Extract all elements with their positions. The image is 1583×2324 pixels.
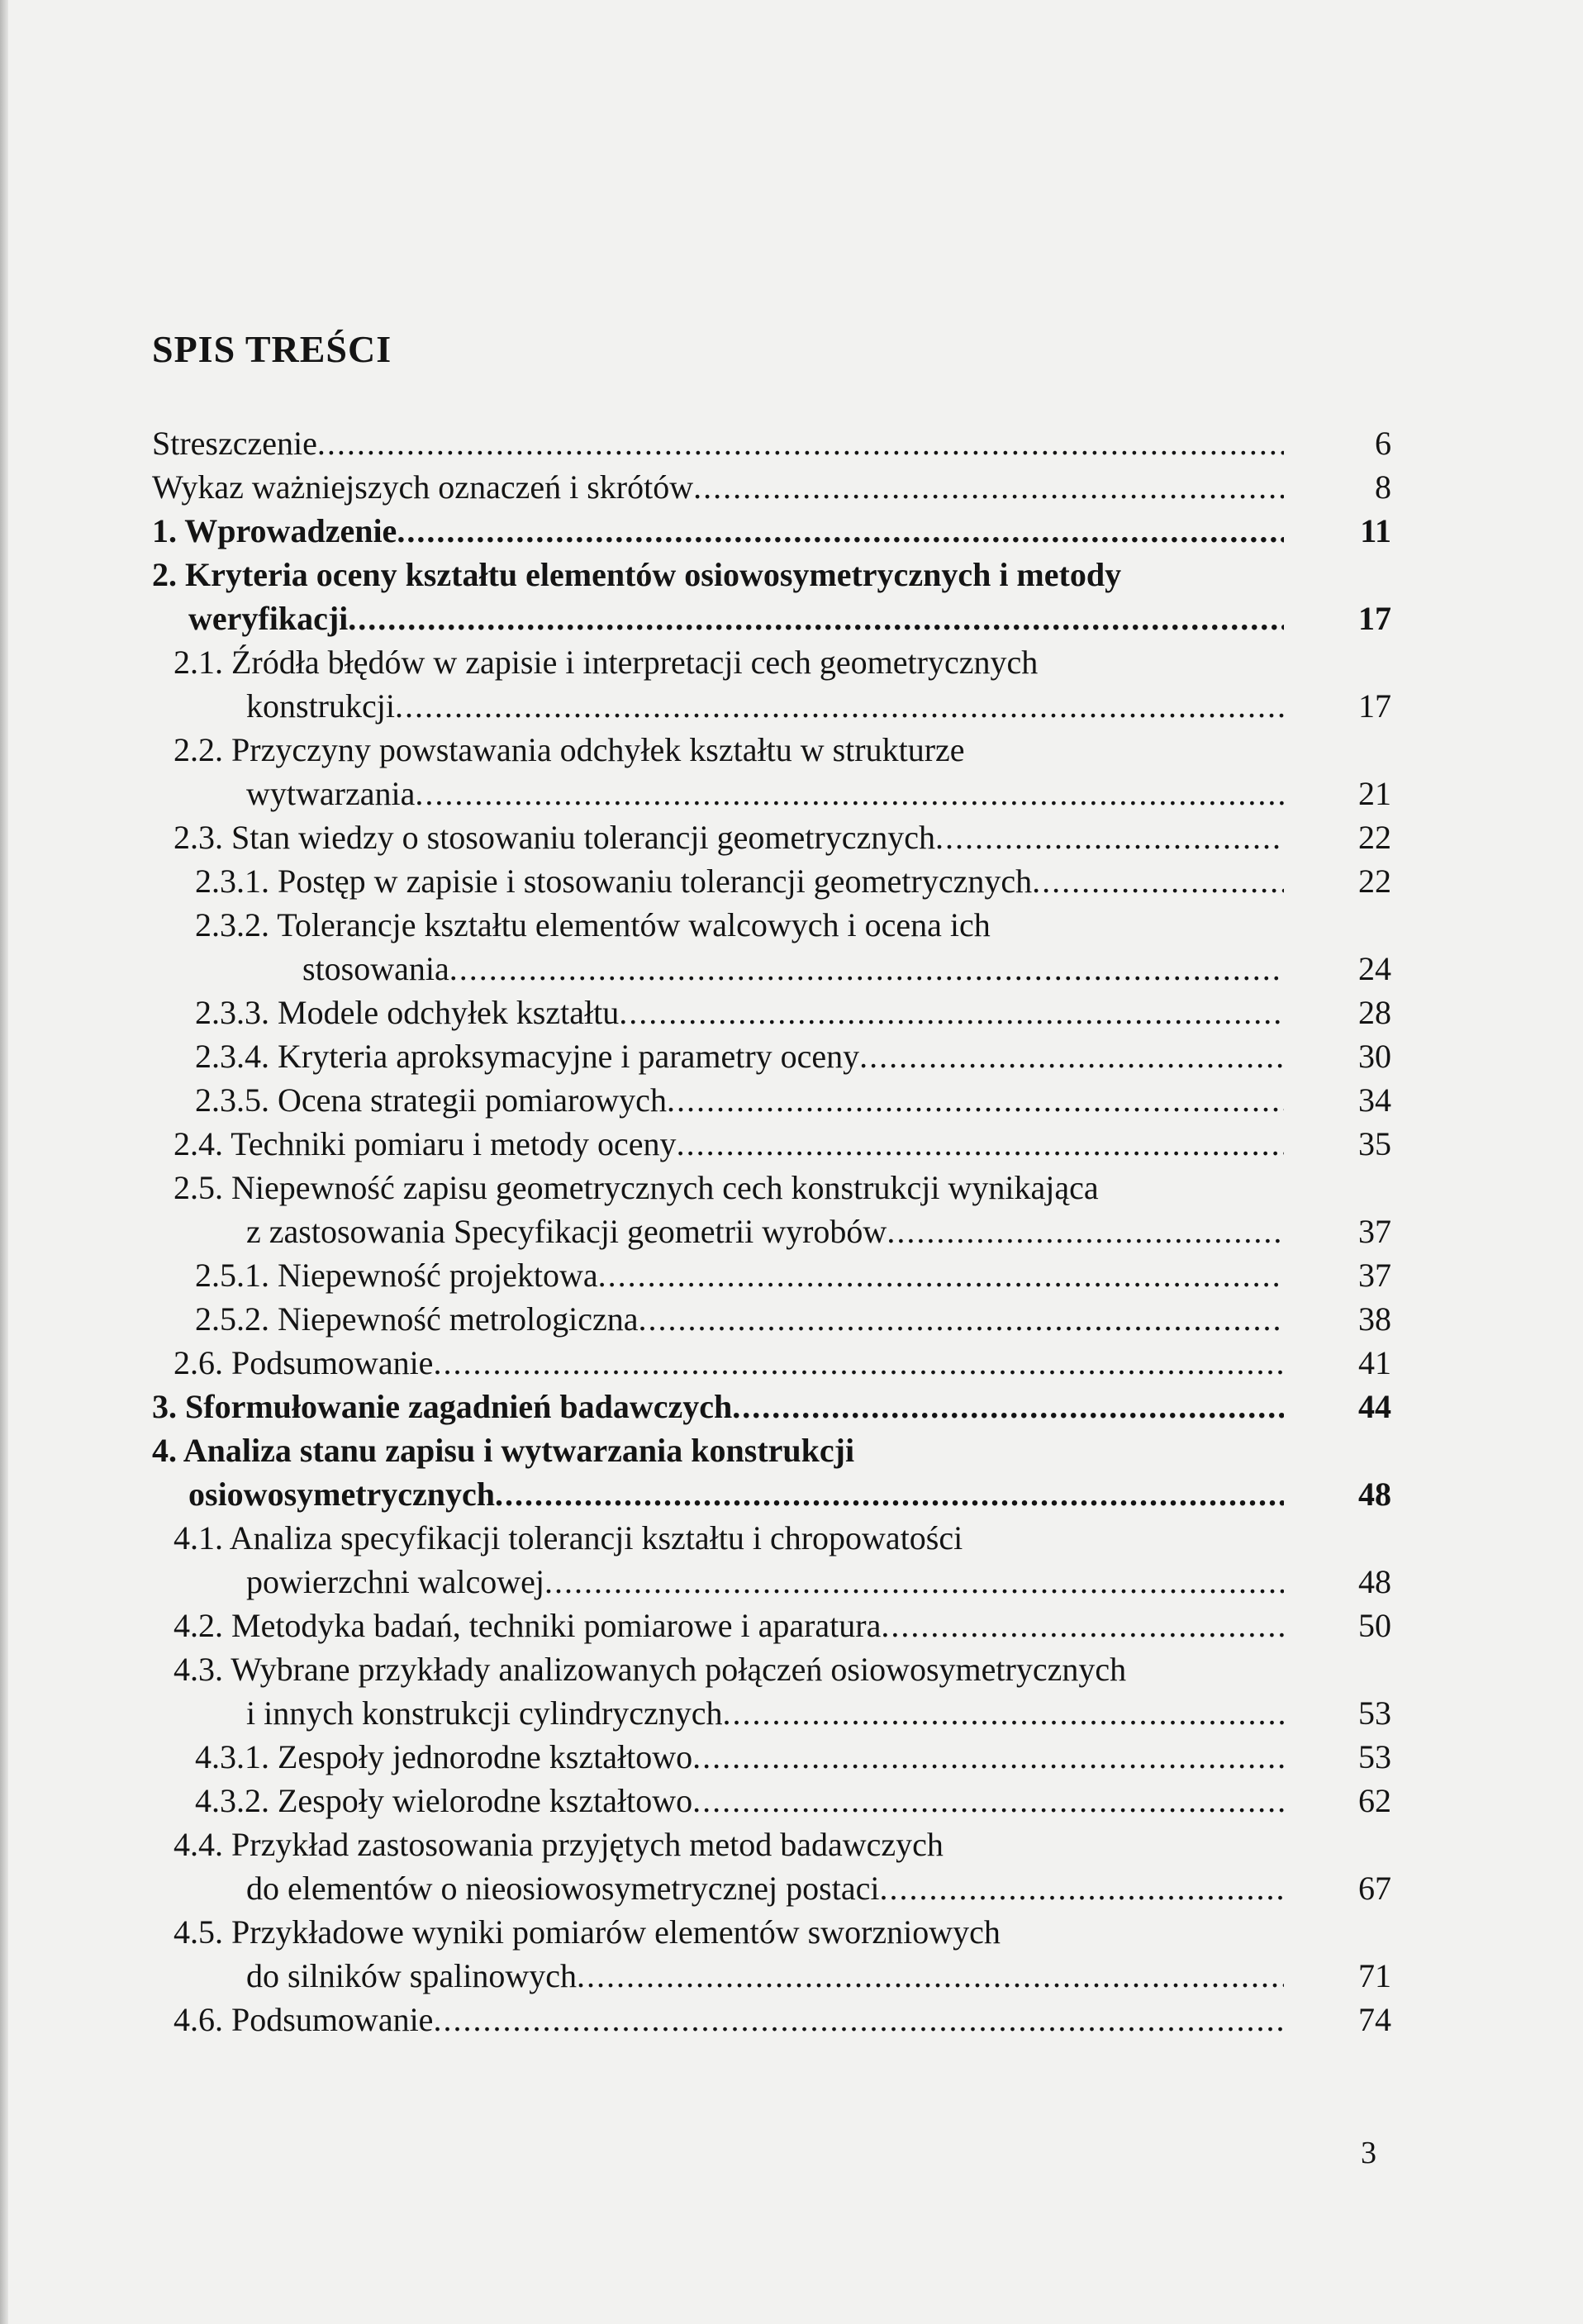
toc-entry-label: 2.5.2. Niepewność metrologiczna xyxy=(195,1300,639,1338)
toc-entry xyxy=(152,991,1391,1034)
toc-entry-label: konstrukcji xyxy=(246,687,395,725)
toc-entry-label: 2.5. Niepewność zapisu geometrycznych cech konstrukcji wynikająca xyxy=(174,1169,1099,1206)
dot-leader xyxy=(495,1472,1284,1516)
dot-leader xyxy=(667,1078,1284,1122)
toc-entry-page: 71 xyxy=(1358,1957,1391,1994)
toc-entry-page: 17 xyxy=(1358,687,1391,725)
toc-entry-label: powierzchni walcowej xyxy=(246,1563,544,1600)
toc-entry-page: 24 xyxy=(1358,950,1391,987)
toc-entry xyxy=(152,1516,1391,1604)
dot-leader xyxy=(881,1604,1284,1647)
toc-entry-label: 2.3.3. Modele odchyłek kształtu xyxy=(195,994,620,1031)
toc-entry-label: osiowosymetrycznych xyxy=(188,1476,496,1513)
dot-leader xyxy=(1032,859,1284,903)
toc-entry-page: 44 xyxy=(1358,1388,1391,1425)
toc-entry-page: 17 xyxy=(1358,600,1391,637)
dot-leader xyxy=(619,991,1284,1034)
toc-entry xyxy=(152,1998,1391,2041)
toc-entry-page: 48 xyxy=(1358,1563,1391,1600)
toc-entry-label: do elementów o nieosiowosymetrycznej postaci xyxy=(246,1870,880,1907)
page-title: SPIS TREŚCI xyxy=(152,328,392,370)
page-number: 3 xyxy=(1361,2136,1376,2170)
toc-entry-label: 2.5.1. Niepewność projektowa xyxy=(195,1257,598,1294)
toc-entry xyxy=(152,465,1391,509)
toc-entry-label: weryfikacji xyxy=(188,600,349,637)
toc-entry-label: 4.3. Wybrane przykłady analizowanych połączeń osiowosymetrycznych xyxy=(174,1651,1127,1688)
dot-leader xyxy=(397,509,1284,553)
toc-entry-page: 35 xyxy=(1358,1125,1391,1162)
toc-entry-label: Wykaz ważniejszych oznaczeń i skrótów xyxy=(152,468,694,506)
toc-entry-page: 38 xyxy=(1358,1300,1391,1338)
dot-leader xyxy=(935,815,1284,859)
toc-entry-page: 8 xyxy=(1375,468,1391,506)
dot-leader xyxy=(433,1341,1284,1385)
dot-leader xyxy=(395,684,1284,728)
toc-entry-page: 11 xyxy=(1360,512,1391,549)
dot-leader xyxy=(692,1735,1284,1779)
toc-entry-label: Streszczenie xyxy=(152,425,317,462)
dot-leader xyxy=(449,947,1284,991)
toc-entry-label: 2. Kryteria oceny kształtu elementów osiowosymetrycznych i metody xyxy=(152,556,1122,593)
dot-leader xyxy=(544,1560,1284,1604)
toc-entry xyxy=(152,1779,1391,1823)
dot-leader xyxy=(887,1210,1284,1253)
toc-entry-label: 2.3. Stan wiedzy o stosowaniu tolerancji geometrycznych xyxy=(174,819,935,856)
toc-entry-label: 4.2. Metodyka badań, techniki pomiarowe i aparatura xyxy=(174,1607,882,1644)
dot-leader xyxy=(348,596,1284,640)
toc-entry-label: 4.1. Analiza specyfikacji tolerancji kształtu i chropowatości xyxy=(174,1519,963,1556)
dot-leader xyxy=(879,1866,1284,1910)
toc-entry xyxy=(152,1735,1391,1779)
toc-entry-page: 41 xyxy=(1358,1344,1391,1381)
toc-entry-label: 4.6. Podsumowanie xyxy=(174,2001,434,2038)
toc-entry xyxy=(152,1385,1391,1428)
toc-entry xyxy=(152,1034,1391,1078)
toc-entry-label: 4.5. Przykładowe wyniki pomiarów elementów sworzniowych xyxy=(174,1913,1001,1951)
toc-entry-page: 67 xyxy=(1358,1870,1391,1907)
toc-entry-page: 6 xyxy=(1375,425,1391,462)
toc-entry xyxy=(152,1647,1391,1735)
toc-entry-page: 53 xyxy=(1358,1738,1391,1775)
toc-entry-page: 48 xyxy=(1358,1476,1391,1513)
toc-entry xyxy=(152,1910,1391,1998)
toc-entry-label: 2.2. Przyczyny powstawania odchyłek kształtu w strukturze xyxy=(174,731,965,768)
dot-leader xyxy=(639,1297,1284,1341)
toc-entry xyxy=(152,509,1391,553)
toc-entry xyxy=(152,1078,1391,1122)
toc-entry-page: 62 xyxy=(1358,1782,1391,1819)
dot-leader xyxy=(317,421,1284,465)
toc-entry xyxy=(152,1604,1391,1647)
toc-entry-page: 34 xyxy=(1358,1081,1391,1119)
table-of-contents xyxy=(152,421,1391,2041)
toc-entry xyxy=(152,1253,1391,1297)
toc-entry xyxy=(152,903,1391,991)
toc-entry xyxy=(152,1428,1391,1516)
toc-entry-label: z zastosowania Specyfikacji geometrii wyrobów xyxy=(246,1213,887,1250)
dot-leader xyxy=(723,1691,1284,1735)
toc-entry xyxy=(152,421,1391,465)
toc-entry-label: 2.3.4. Kryteria aproksymacyjne i parametry oceny xyxy=(195,1038,860,1075)
dot-leader xyxy=(692,1779,1284,1823)
dot-leader xyxy=(433,1998,1284,2041)
toc-entry-label: 4.3.1. Zespoły jednorodne kształtowo xyxy=(195,1738,693,1775)
toc-entry-label: i innych konstrukcji cylindrycznych xyxy=(246,1694,723,1732)
toc-entry-label: wytwarzania xyxy=(246,775,416,812)
toc-entry-page: 30 xyxy=(1358,1038,1391,1075)
dot-leader xyxy=(598,1253,1284,1297)
toc-entry-label: 2.3.5. Ocena strategii pomiarowych xyxy=(195,1081,667,1119)
toc-entry-label: 2.3.2. Tolerancje kształtu elementów walcowych i ocena ich xyxy=(195,906,991,943)
dot-leader xyxy=(415,772,1284,815)
toc-entry xyxy=(152,815,1391,859)
binding-edge xyxy=(0,0,8,2324)
toc-entry xyxy=(152,859,1391,903)
toc-entry-page: 22 xyxy=(1358,819,1391,856)
toc-entry-label: 4.4. Przykład zastosowania przyjętych metod badawczych xyxy=(174,1826,944,1863)
toc-entry xyxy=(152,553,1391,640)
toc-entry-label: 4.3.2. Zespoły wielorodne kształtowo xyxy=(195,1782,693,1819)
toc-entry xyxy=(152,1166,1391,1253)
toc-entry-label: 2.4. Techniki pomiaru i metody oceny xyxy=(174,1125,677,1162)
toc-entry xyxy=(152,1823,1391,1910)
dot-leader xyxy=(577,1954,1284,1998)
toc-entry-label: 2.6. Podsumowanie xyxy=(174,1344,434,1381)
toc-entry-page: 74 xyxy=(1358,2001,1391,2038)
toc-entry xyxy=(152,1297,1391,1341)
toc-entry xyxy=(152,1122,1391,1166)
toc-entry-page: 53 xyxy=(1358,1694,1391,1732)
toc-entry xyxy=(152,728,1391,815)
toc-entry-label: 3. Sformułowanie zagadnień badawczych xyxy=(152,1388,733,1425)
toc-entry-label: 1. Wprowadzenie xyxy=(152,512,397,549)
toc-entry-page: 21 xyxy=(1358,775,1391,812)
toc-entry-label: stosowania xyxy=(302,950,449,987)
dot-leader xyxy=(859,1034,1284,1078)
toc-entry-label: 2.3.1. Postęp w zapisie i stosowaniu tolerancji geometrycznych xyxy=(195,863,1033,900)
toc-entry-page: 22 xyxy=(1358,863,1391,900)
toc-entry-page: 28 xyxy=(1358,994,1391,1031)
toc-entry-label: 2.1. Źródła błędów w zapisie i interpretacji cech geometrycznych xyxy=(174,644,1039,681)
toc-entry xyxy=(152,1341,1391,1385)
toc-entry xyxy=(152,640,1391,728)
dot-leader xyxy=(732,1385,1284,1428)
toc-entry-page: 50 xyxy=(1358,1607,1391,1644)
toc-entry-label: 4. Analiza stanu zapisu i wytwarzania konstrukcji xyxy=(152,1432,855,1469)
toc-entry-page: 37 xyxy=(1358,1257,1391,1294)
dot-leader xyxy=(693,465,1284,509)
toc-entry-page: 37 xyxy=(1358,1213,1391,1250)
dot-leader xyxy=(677,1122,1284,1166)
toc-entry-label: do silników spalinowych xyxy=(246,1957,577,1994)
